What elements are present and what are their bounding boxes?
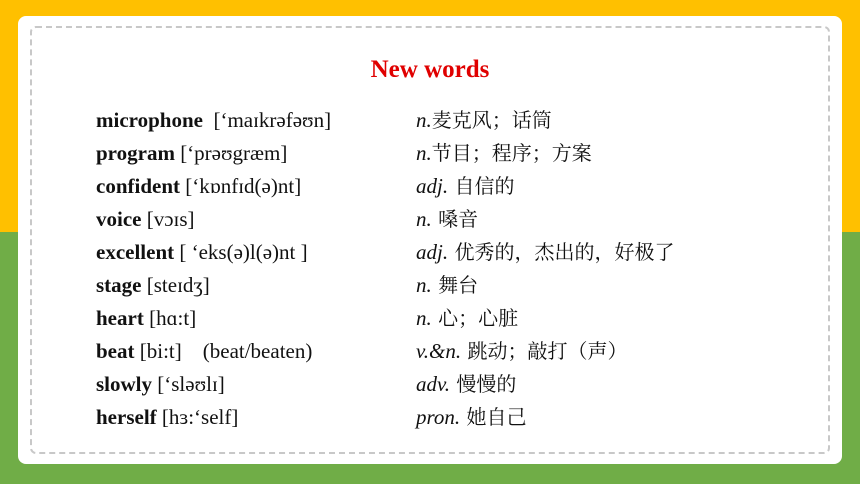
vocab-phonetic: [‘maɪkrəfəʊn] — [202, 108, 332, 132]
vocab-row — [96, 401, 836, 434]
part-of-speech: n. — [416, 207, 432, 231]
vocab-meaning: 优秀的，杰出的，好极了 — [448, 240, 675, 264]
vocab-word: beat — [96, 339, 135, 363]
vocab-forms: (beat/beaten) — [181, 339, 313, 363]
vocab-row — [96, 368, 836, 401]
vocab-english — [96, 302, 196, 335]
vocab-meaning: 嗓音 — [431, 207, 479, 231]
vocab-word: heart — [96, 306, 144, 330]
vocabulary-list — [96, 104, 836, 434]
part-of-speech: n. — [416, 306, 432, 330]
part-of-speech: n. — [416, 108, 432, 132]
vocab-phonetic: [‘kɒnfɪd(ə)nt] — [180, 174, 302, 198]
vocab-meaning: 心；心脏 — [431, 306, 519, 330]
vocab-definition — [416, 137, 592, 170]
part-of-speech: n. — [416, 141, 432, 165]
vocab-phonetic: [bi:t] — [134, 339, 182, 363]
vocab-english — [96, 401, 238, 434]
vocab-row — [96, 104, 836, 137]
part-of-speech: adj. — [416, 174, 449, 198]
vocab-phonetic: [‘prəʊgræm] — [174, 141, 288, 165]
vocab-english — [96, 236, 308, 269]
vocab-english — [96, 170, 301, 203]
vocab-definition — [416, 104, 552, 137]
part-of-speech: pron. — [416, 405, 461, 429]
slide-title: New words — [370, 56, 490, 83]
vocab-english — [96, 269, 210, 302]
vocab-meaning: 自信的 — [448, 174, 515, 198]
vocab-definition — [416, 203, 478, 236]
vocab-definition — [416, 368, 516, 401]
vocab-word: program — [96, 141, 175, 165]
vocab-meaning: 舞台 — [431, 273, 479, 297]
vocab-english — [96, 104, 331, 137]
vocab-row — [96, 203, 836, 236]
vocab-word: excellent — [96, 240, 175, 264]
vocab-english — [96, 368, 225, 401]
vocab-row — [96, 236, 836, 269]
vocab-english — [96, 203, 195, 236]
vocab-meaning: 节目；程序；方案 — [431, 141, 592, 165]
vocab-phonetic: [vɔɪs] — [141, 207, 195, 231]
vocab-word: voice — [96, 207, 142, 231]
vocab-row — [96, 335, 836, 368]
vocab-phonetic: [steɪdʒ] — [141, 273, 210, 297]
vocab-definition — [416, 236, 674, 269]
part-of-speech: adv. — [416, 372, 451, 396]
vocab-meaning: 慢慢的 — [450, 372, 517, 396]
vocab-word: herself — [96, 405, 157, 429]
vocab-definition — [416, 401, 527, 434]
vocab-row — [96, 269, 836, 302]
vocab-row — [96, 137, 836, 170]
vocab-meaning: 麦克风；话筒 — [431, 108, 552, 132]
part-of-speech: adj. — [416, 240, 449, 264]
part-of-speech: n. — [416, 273, 432, 297]
vocab-phonetic: [ ‘eks(ə)l(ə)nt ] — [174, 240, 308, 264]
vocab-row — [96, 302, 836, 335]
vocab-definition — [416, 269, 478, 302]
vocab-definition — [416, 302, 518, 335]
vocab-row — [96, 170, 836, 203]
vocab-phonetic: [‘sləʊlɪ] — [152, 372, 225, 396]
vocab-word: slowly — [96, 372, 153, 396]
vocab-meaning: 她自己 — [460, 405, 527, 429]
vocab-phonetic: [hɑ:t] — [143, 306, 197, 330]
vocab-phonetic: [hɜ:‘self] — [156, 405, 239, 429]
vocab-english — [96, 335, 312, 368]
vocab-word: stage — [96, 273, 142, 297]
vocab-meaning: 跳动；敲打（声） — [461, 339, 628, 363]
vocab-definition — [416, 335, 627, 368]
part-of-speech: v.&n. — [416, 339, 462, 363]
vocab-english — [96, 137, 287, 170]
vocab-word: microphone — [96, 108, 203, 132]
vocab-word: confident — [96, 174, 180, 198]
vocab-definition — [416, 170, 514, 203]
